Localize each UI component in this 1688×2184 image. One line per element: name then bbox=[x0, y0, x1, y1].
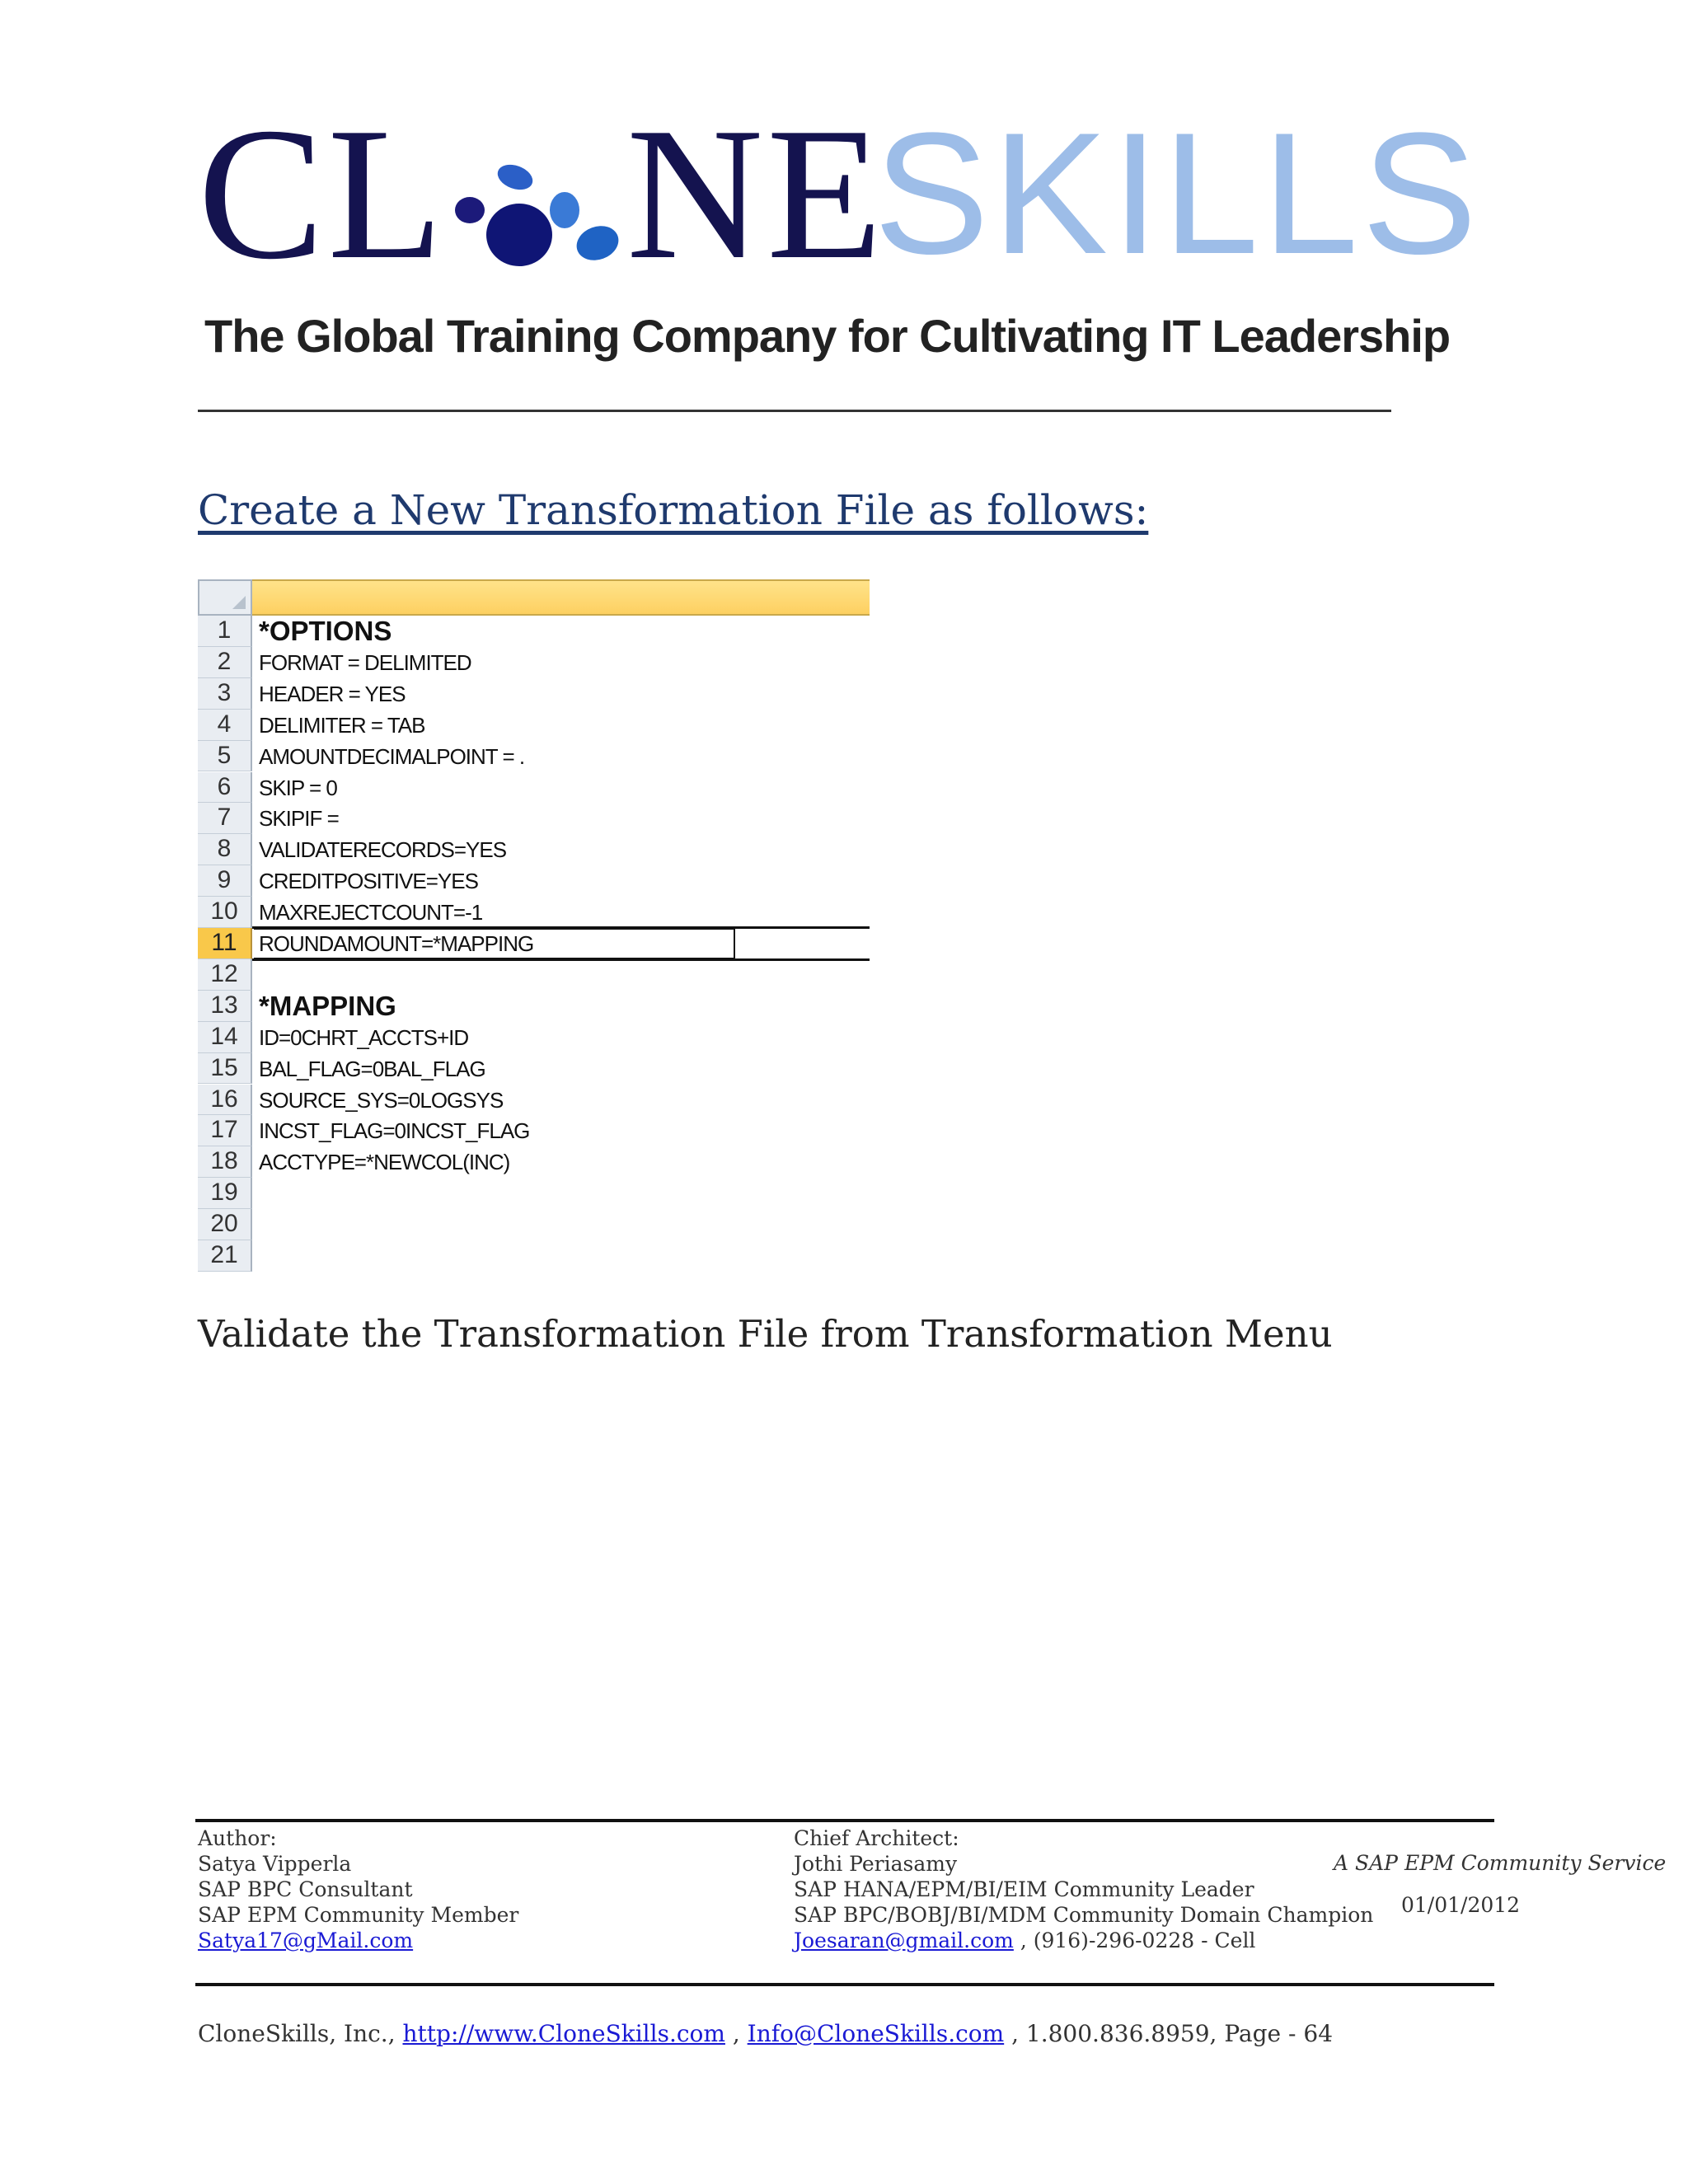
cell-a[interactable]: DELIMITER = TAB bbox=[259, 712, 425, 738]
transformation-file-sheet bbox=[198, 579, 870, 1272]
row-header[interactable]: 6 bbox=[198, 772, 252, 804]
architect-phone: , (916)-296-0228 - Cell bbox=[1013, 1929, 1256, 1952]
cell-a[interactable]: BAL_FLAG=0BAL_FLAG bbox=[259, 1056, 485, 1081]
cell-a[interactable]: FORMAT = DELIMITED bbox=[259, 649, 471, 675]
row-header[interactable]: 12 bbox=[198, 959, 252, 991]
row-header[interactable]: 8 bbox=[198, 834, 252, 865]
cell-a[interactable]: *MAPPING bbox=[259, 990, 396, 1021]
cell-a[interactable]: CREDITPOSITIVE=YES bbox=[259, 869, 478, 894]
sheet-row bbox=[198, 710, 870, 741]
row-header[interactable]: 3 bbox=[198, 678, 252, 710]
sheet-row bbox=[198, 897, 870, 928]
select-all-corner[interactable] bbox=[198, 579, 252, 616]
sheet-row bbox=[198, 1209, 870, 1240]
row-header[interactable]: 13 bbox=[198, 991, 252, 1022]
sheet-row bbox=[198, 834, 870, 865]
sheet-row bbox=[198, 865, 870, 897]
sheet-row bbox=[198, 1146, 870, 1178]
row-header[interactable]: 16 bbox=[198, 1085, 252, 1116]
company-email-link[interactable]: Info@CloneSkills.com bbox=[747, 2020, 1005, 2047]
sheet-row bbox=[198, 803, 870, 834]
architect-email-link[interactable]: Joesaran@gmail.com bbox=[794, 1929, 1014, 1952]
sheet-row bbox=[198, 991, 870, 1022]
contact-and-page: , 1.800.836.8959, Page - 64 bbox=[1004, 2020, 1334, 2047]
community-service-label: A SAP EPM Community Service bbox=[1334, 1851, 1667, 1875]
row-header[interactable]: 7 bbox=[198, 803, 252, 834]
cell-a[interactable]: SKIP = 0 bbox=[259, 775, 337, 800]
separator: , bbox=[724, 2020, 748, 2047]
cell-a[interactable]: ACCTYPE=*NEWCOL(INC) bbox=[259, 1150, 510, 1175]
company-name: CloneSkills, Inc., bbox=[198, 2020, 403, 2047]
author-block bbox=[198, 1825, 518, 1953]
logo-text-ne: NE bbox=[626, 88, 886, 298]
sheet-row bbox=[198, 1053, 870, 1085]
row-header[interactable]: 17 bbox=[198, 1115, 252, 1146]
cell-a[interactable]: MAXREJECTCOUNT=-1 bbox=[259, 900, 483, 926]
sheet-row bbox=[198, 678, 870, 710]
row-header[interactable]: 15 bbox=[198, 1053, 252, 1085]
sheet-row bbox=[198, 1240, 870, 1272]
author-label: Author: bbox=[198, 1826, 277, 1850]
column-header-a[interactable] bbox=[252, 579, 870, 616]
author-role: SAP BPC Consultant bbox=[198, 1877, 413, 1901]
document-date: 01/01/2012 bbox=[1401, 1893, 1521, 1917]
cell-a[interactable]: INCST_FLAG=0INCST_FLAG bbox=[259, 1118, 530, 1144]
cell-a[interactable]: AMOUNTDECIMALPOINT = . bbox=[259, 743, 525, 769]
author-name: Satya Vipperla bbox=[198, 1852, 352, 1876]
sheet-row bbox=[198, 1022, 870, 1053]
row-header[interactable]: 2 bbox=[198, 647, 252, 678]
cloneskills-logo bbox=[198, 88, 1481, 298]
row-header[interactable]: 19 bbox=[198, 1178, 252, 1209]
sheet-row bbox=[198, 741, 870, 772]
logo-text-skills: SKILLS bbox=[874, 96, 1481, 290]
architect-block bbox=[794, 1825, 1373, 1953]
sheet-row bbox=[198, 616, 870, 647]
row-header[interactable]: 4 bbox=[198, 710, 252, 741]
architect-community: SAP BPC/BOBJ/BI/MDM Community Domain Champion bbox=[794, 1903, 1374, 1927]
row-header[interactable]: 21 bbox=[198, 1240, 252, 1272]
sheet-row bbox=[198, 647, 870, 678]
page-heading: Create a New Transformation File as follows: bbox=[198, 486, 1149, 534]
row-header[interactable]: 18 bbox=[198, 1146, 252, 1178]
architect-label: Chief Architect: bbox=[794, 1826, 959, 1850]
row-header[interactable]: 1 bbox=[198, 616, 252, 647]
sheet-row bbox=[198, 1085, 870, 1116]
logo-tagline: The Global Training Company for Cultivating IT Leadership bbox=[204, 310, 1451, 362]
cell-a[interactable]: SOURCE_SYS=0LOGSYS bbox=[259, 1087, 504, 1113]
architect-name: Jothi Periasamy bbox=[794, 1852, 958, 1876]
validate-instruction: Validate the Transformation File from Transformation Menu bbox=[198, 1312, 1333, 1356]
sheet-row bbox=[198, 959, 870, 991]
cell-a[interactable]: VALIDATERECORDS=YES bbox=[259, 837, 507, 863]
architect-role: SAP HANA/EPM/BI/EIM Community Leader bbox=[794, 1877, 1254, 1901]
author-email-link[interactable]: Satya17@gMail.com bbox=[198, 1929, 414, 1952]
sheet-row bbox=[198, 1178, 870, 1209]
row-header[interactable]: 11 bbox=[198, 928, 252, 959]
author-community: SAP EPM Community Member bbox=[198, 1903, 519, 1927]
cell-a[interactable]: HEADER = YES bbox=[259, 681, 406, 706]
active-cell-outline bbox=[254, 928, 735, 959]
cell-a[interactable]: ROUNDAMOUNT=*MAPPING bbox=[259, 931, 534, 956]
cell-a[interactable]: *OPTIONS bbox=[259, 616, 392, 646]
row-header[interactable]: 9 bbox=[198, 865, 252, 897]
sheet-row bbox=[198, 772, 870, 804]
sheet-row bbox=[198, 1115, 870, 1146]
company-footer-line bbox=[198, 2020, 1333, 2047]
footer-rule-top bbox=[195, 1819, 1494, 1822]
cell-a[interactable]: ID=0CHRT_ACCTS+ID bbox=[259, 1024, 469, 1050]
row-header[interactable]: 5 bbox=[198, 741, 252, 772]
header-divider bbox=[198, 410, 1391, 412]
footer-rule-bottom bbox=[195, 1983, 1494, 1986]
logo-text-cl: CL bbox=[198, 88, 447, 298]
row-header[interactable]: 10 bbox=[198, 897, 252, 928]
row-header[interactable]: 20 bbox=[198, 1209, 252, 1240]
company-website-link[interactable]: http://www.CloneSkills.com bbox=[402, 2020, 725, 2047]
row-header[interactable]: 14 bbox=[198, 1022, 252, 1053]
cell-a[interactable]: SKIPIF = bbox=[259, 806, 339, 832]
